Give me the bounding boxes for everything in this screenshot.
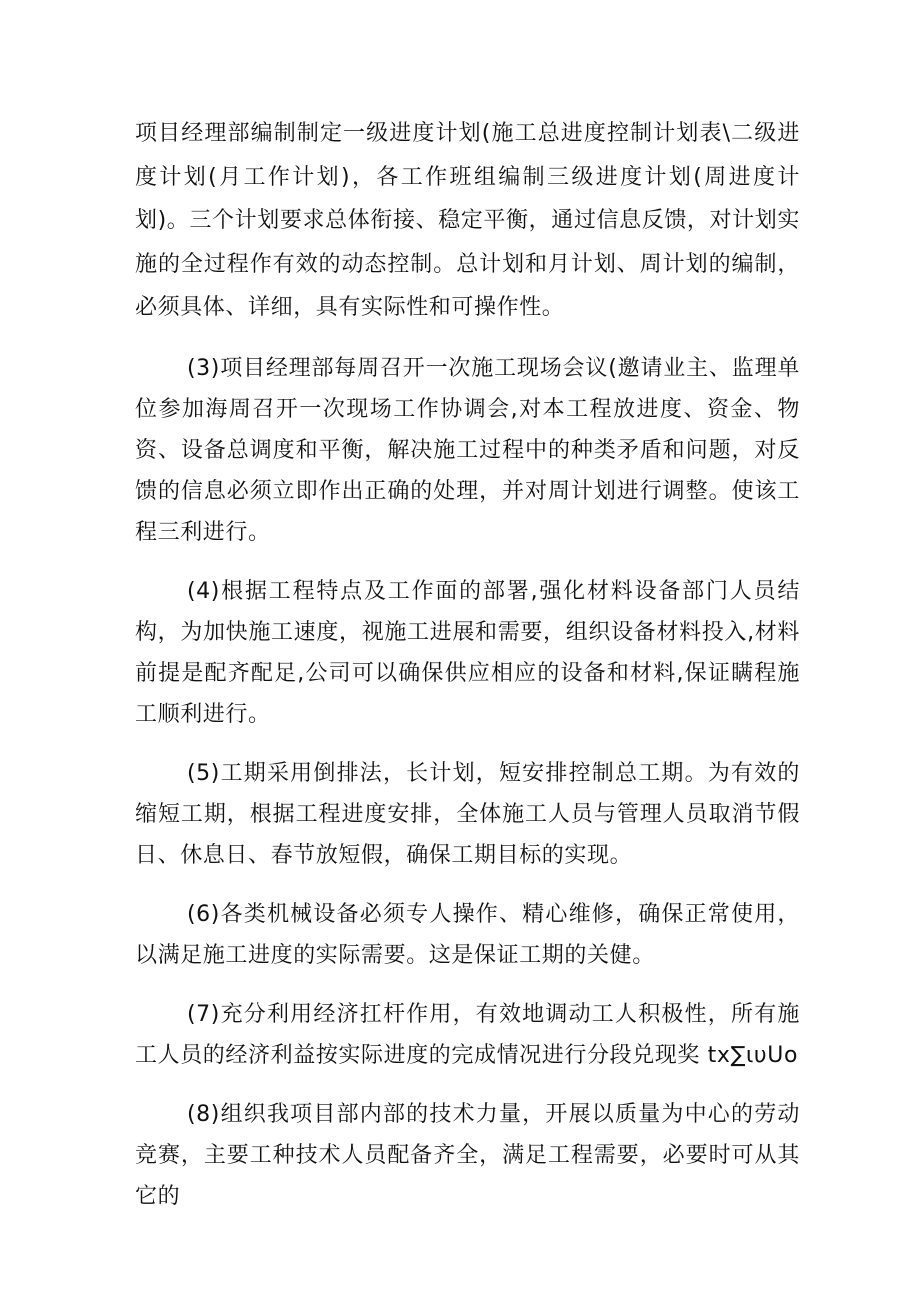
paragraph-item-4: (4)根据工程特点及工作面的部署,强化材料设备部门人员结构，为加快施工速度，视施工进展和需要，组织设备材料投入,材料前提是配齐配足,公司可以确保供应相应的设备和材料,保证瞒程施工顺利进行。: [135, 578, 800, 727]
paragraph-item-5: (5)工期采用倒排法，长计划，短安排控制总工期。为有效的缩短工期，根据工程进度安排，全体施工人员与管理人员取消节假日、休息日、春节放短假，确保工期目标的实现。: [135, 760, 800, 868]
paragraph-item-3: (3)项目经理部每周召开一次施工现场会议(邀请业主、监理单位参加海周召开一次现场工作协调会,对本工程放进度、资金、物资、设备总调度和平衡，解决施工过程中的种类矛盾和问题，对反馈的信息必须立即作出正确的处理，并对周计划进行调整。使该工程三利进行。: [135, 355, 800, 545]
paragraph-item-6: (6)各类机械设备必须专人操作、精心维修，确保正常使用，以满足施工进度的实际需要。这是保证工期的关健。: [135, 901, 800, 968]
paragraph-item-8: (8)组织我项目部内部的技术力量，开展以质量为中心的劳动竞赛，主要工种技术人员配备齐全，满足工程需要，必要时可从其它的: [135, 1101, 800, 1209]
paragraph-item-7: (7)充分利用经济扛杆作用，有效地调动工人积极性，所有施工人员的经济利益按实际进度的完成情况进行分段兑现奖 tx∑ιυUo: [135, 1001, 800, 1068]
paragraph-progress-plan: 项目经理部编制制定一级进度计划(施工总进度控制计划表\二级进度计划(月工作计划)，各工作班组编制三级进度计划(周进度计划)。三个计划要求总体衔接、稳定平衡，通过信息反馈，对计划实施的全过程作有效的动态控制。总计划和月计划、周计划的编制，必须具体、详细，具有实际性和可操作性。: [135, 121, 800, 320]
document-body: [135, 112, 800, 1235]
